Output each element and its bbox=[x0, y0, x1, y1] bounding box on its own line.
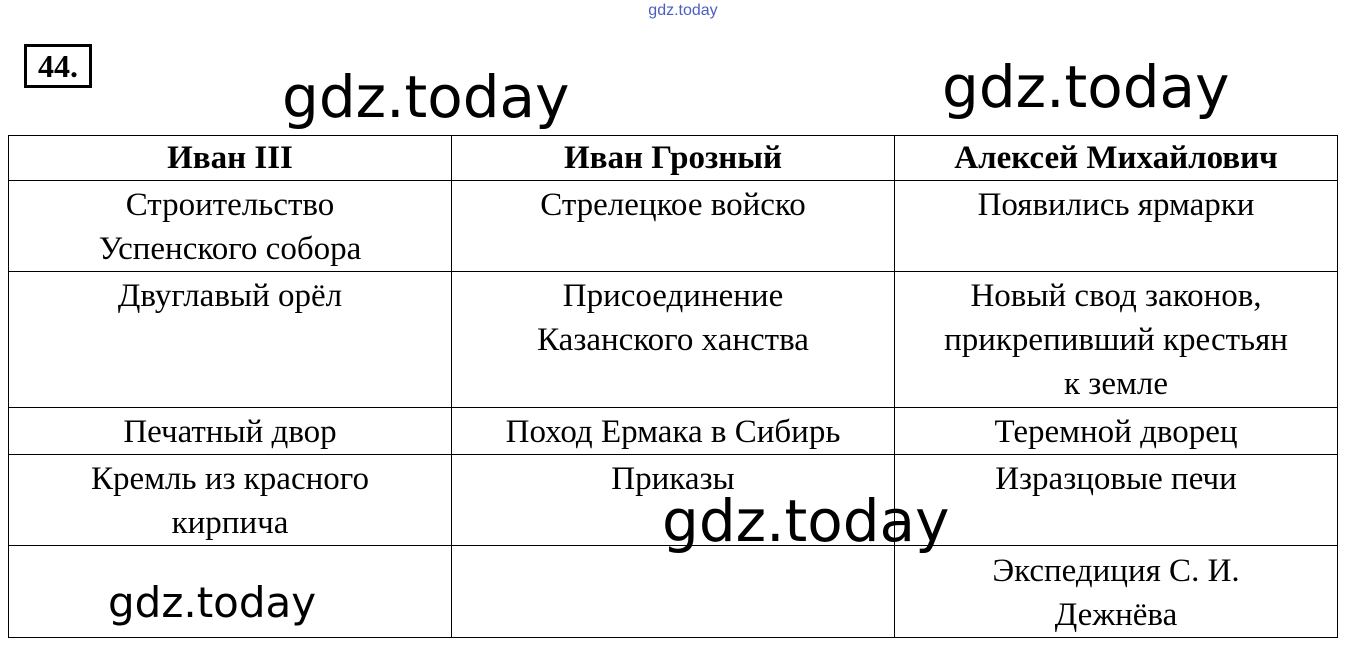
table-row bbox=[9, 272, 1338, 408]
cell-text: Экспедиция С. И. bbox=[992, 552, 1240, 589]
cell-text: Приказы bbox=[611, 461, 735, 497]
table-cell bbox=[452, 272, 895, 408]
header-aleksei-mikhailovich: Алексей Михайлович bbox=[895, 136, 1338, 181]
watermark-1: gdz.today bbox=[282, 63, 570, 131]
watermark-2: gdz.today bbox=[942, 53, 1230, 121]
cell-text: Новый свод законов, bbox=[970, 278, 1262, 314]
table-cell bbox=[9, 408, 452, 455]
table-header-row bbox=[9, 136, 1338, 181]
table-cell bbox=[895, 408, 1338, 455]
cell-text: Успенского собора bbox=[98, 231, 362, 267]
site-watermark-top: gdz.today bbox=[648, 2, 718, 19]
table-cell bbox=[452, 408, 895, 455]
cell-text: Дежнёва bbox=[1054, 596, 1178, 633]
cell-text: к земле bbox=[1064, 366, 1168, 402]
table-row bbox=[9, 408, 1338, 455]
cell-text: Стрелецкое войско bbox=[540, 187, 806, 223]
table-row bbox=[9, 181, 1338, 272]
header-ivan-iii: Иван III bbox=[9, 136, 452, 181]
table-cell bbox=[452, 181, 895, 272]
watermark-3: gdz.today bbox=[662, 487, 950, 555]
history-table bbox=[8, 135, 1338, 638]
table-cell-empty bbox=[452, 546, 895, 638]
table-cell bbox=[9, 455, 452, 546]
cell-text: Изразцовые печи bbox=[995, 461, 1237, 497]
watermark-4: gdz.today bbox=[108, 578, 317, 627]
cell-text: Присоединение bbox=[562, 278, 784, 314]
cell-text: Строительство bbox=[125, 187, 335, 223]
table-cell bbox=[895, 272, 1338, 408]
header-ivan-grozny: Иван Грозный bbox=[452, 136, 895, 181]
cell-text: Кремль из красного bbox=[91, 461, 369, 497]
table-cell bbox=[9, 181, 452, 272]
cell-text: Поход Ермака в Сибирь bbox=[505, 414, 841, 450]
task-number-box: 44. bbox=[24, 44, 92, 88]
cell-text: Теремной дворец bbox=[994, 414, 1238, 450]
table-cell bbox=[9, 272, 452, 408]
cell-text: Печатный двор bbox=[123, 414, 337, 450]
table-cell bbox=[895, 181, 1338, 272]
cell-text: Появились ярмарки bbox=[977, 187, 1255, 223]
cell-text: Казанского ханства bbox=[537, 322, 809, 358]
cell-text: прикрепивший крестьян bbox=[944, 322, 1288, 358]
cell-text: кирпича bbox=[171, 505, 289, 541]
table-cell bbox=[895, 455, 1338, 546]
cell-text: Двуглавый орёл bbox=[117, 278, 343, 314]
table-cell bbox=[895, 546, 1338, 638]
